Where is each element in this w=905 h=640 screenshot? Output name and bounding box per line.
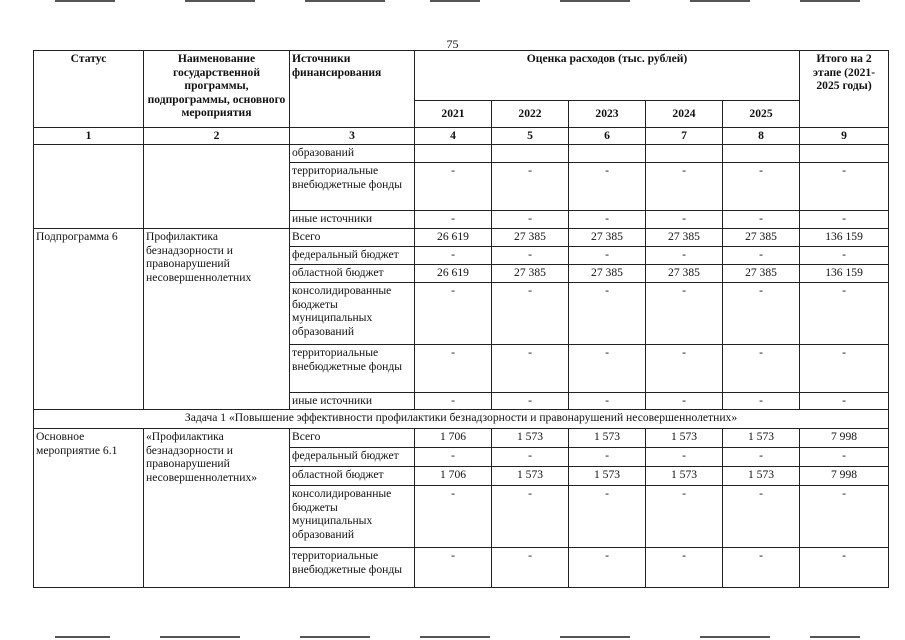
col-number: 2 — [144, 128, 290, 145]
row-funding-source: Всего — [290, 429, 415, 448]
row-year-value: - — [646, 283, 723, 345]
row-total-value — [800, 145, 889, 163]
row-year-value: - — [723, 345, 800, 393]
header-year: 2024 — [646, 101, 723, 128]
row-year-value: - — [723, 548, 800, 588]
row-year-value: 1 573 — [569, 429, 646, 448]
row-year-value: - — [415, 283, 492, 345]
row-year-value: - — [569, 283, 646, 345]
row-year-value: 1 573 — [569, 467, 646, 486]
row-funding-source: Всего — [290, 229, 415, 247]
row-year-value: 27 385 — [492, 229, 569, 247]
col-number: 6 — [569, 128, 646, 145]
row-year-value: 27 385 — [569, 265, 646, 283]
expenditure-table — [33, 50, 889, 588]
row-total-value: - — [800, 345, 889, 393]
row-year-value: 1 573 — [646, 467, 723, 486]
row-year-value: - — [415, 486, 492, 548]
row-funding-source: территориальные внебюджетные фонды — [290, 345, 415, 393]
row-year-value: - — [569, 448, 646, 467]
row-funding-source: иные источники — [290, 393, 415, 410]
table-row — [34, 429, 889, 448]
row-year-value: - — [723, 283, 800, 345]
row-year-value: - — [415, 548, 492, 588]
row-year-value: - — [492, 247, 569, 265]
row-total-value: 7 998 — [800, 467, 889, 486]
row-program-name — [144, 145, 290, 229]
row-year-value: - — [415, 393, 492, 410]
row-funding-source: консолидированные бюджеты муниципальных образований — [290, 486, 415, 548]
col-number: 4 — [415, 128, 492, 145]
row-year-value: - — [492, 283, 569, 345]
row-year-value: - — [646, 345, 723, 393]
task-row — [34, 410, 889, 429]
row-year-value: - — [723, 163, 800, 211]
row-year-value: - — [569, 163, 646, 211]
scan-bottom-edge — [0, 636, 905, 640]
row-year-value: - — [492, 211, 569, 229]
row-year-value — [723, 145, 800, 163]
row-total-value: 136 159 — [800, 265, 889, 283]
row-year-value: - — [569, 486, 646, 548]
row-year-value: - — [646, 211, 723, 229]
row-year-value: 1 573 — [723, 429, 800, 448]
row-program-name: «Профилактика безнадзорности и правонарушений несовершеннолетних» — [144, 429, 290, 588]
col-number: 5 — [492, 128, 569, 145]
header-estimate: Оценка расходов (тыс. рублей) — [415, 51, 800, 101]
header-year: 2023 — [569, 101, 646, 128]
row-year-value: - — [492, 486, 569, 548]
row-total-value: - — [800, 448, 889, 467]
row-year-value: - — [646, 247, 723, 265]
row-year-value — [569, 145, 646, 163]
col-number: 8 — [723, 128, 800, 145]
row-year-value: - — [646, 486, 723, 548]
row-year-value: - — [569, 247, 646, 265]
row-year-value — [646, 145, 723, 163]
row-year-value: 27 385 — [569, 229, 646, 247]
row-year-value: - — [569, 548, 646, 588]
scan-top-edge — [0, 0, 905, 4]
row-year-value — [492, 145, 569, 163]
row-funding-source: консолидированные бюджеты муниципальных образований — [290, 283, 415, 345]
row-year-value: - — [492, 448, 569, 467]
row-total-value: 136 159 — [800, 229, 889, 247]
row-total-value: - — [800, 393, 889, 410]
row-funding-source: образований — [290, 145, 415, 163]
row-program-name: Профилактика безнадзорности и правонарушений несовершеннолетних — [144, 229, 290, 410]
row-year-value: 26 619 — [415, 265, 492, 283]
row-year-value: - — [415, 163, 492, 211]
col-number: 7 — [646, 128, 723, 145]
row-year-value: 1 706 — [415, 429, 492, 448]
row-year-value: - — [492, 393, 569, 410]
row-funding-source: федеральный бюджет — [290, 448, 415, 467]
row-total-value: - — [800, 247, 889, 265]
col-number: 1 — [34, 128, 144, 145]
row-year-value: 1 573 — [492, 467, 569, 486]
row-funding-source: иные источники — [290, 211, 415, 229]
header-status: Статус — [34, 51, 144, 128]
row-year-value: - — [569, 393, 646, 410]
row-year-value: - — [646, 448, 723, 467]
header-name: Наименование государственной программы, подпрограммы, основного мероприятия — [144, 51, 290, 128]
row-year-value: - — [723, 247, 800, 265]
row-year-value: 27 385 — [646, 265, 723, 283]
row-total-value: - — [800, 163, 889, 211]
row-year-value: 1 573 — [646, 429, 723, 448]
row-total-value: - — [800, 486, 889, 548]
row-year-value: - — [646, 548, 723, 588]
row-year-value: - — [492, 163, 569, 211]
row-year-value: - — [415, 211, 492, 229]
table-row — [34, 145, 889, 163]
row-year-value: - — [415, 345, 492, 393]
page-number: 75 — [446, 37, 459, 51]
row-year-value: 27 385 — [723, 265, 800, 283]
col-number: 9 — [800, 128, 889, 145]
header-year: 2025 — [723, 101, 800, 128]
header-year: 2022 — [492, 101, 569, 128]
table-body — [34, 145, 889, 588]
row-year-value: - — [415, 247, 492, 265]
row-year-value: 1 573 — [492, 429, 569, 448]
row-year-value: - — [646, 163, 723, 211]
row-year-value: - — [492, 345, 569, 393]
row-year-value: 1 573 — [723, 467, 800, 486]
row-year-value: - — [646, 393, 723, 410]
row-year-value: - — [723, 448, 800, 467]
row-funding-source: областной бюджет — [290, 265, 415, 283]
row-year-value: 26 619 — [415, 229, 492, 247]
row-year-value: - — [569, 345, 646, 393]
header-year: 2021 — [415, 101, 492, 128]
row-total-value: 7 998 — [800, 429, 889, 448]
row-funding-source: областной бюджет — [290, 467, 415, 486]
row-total-value: - — [800, 283, 889, 345]
header-total: Итого на 2 этапе (2021-2025 годы) — [800, 51, 889, 128]
col-number: 3 — [290, 128, 415, 145]
task-title: Задача 1 «Повышение эффективности профилактики безнадзорности и правонарушений несовершеннолетних» — [34, 410, 889, 429]
row-year-value: - — [492, 548, 569, 588]
row-year-value: 27 385 — [646, 229, 723, 247]
header-source: Источники финансирования — [290, 51, 415, 128]
row-status — [34, 145, 144, 229]
row-year-value: 27 385 — [723, 229, 800, 247]
row-year-value: - — [723, 211, 800, 229]
row-total-value: - — [800, 211, 889, 229]
row-funding-source: федеральный бюджет — [290, 247, 415, 265]
row-funding-source: территориальные внебюджетные фонды — [290, 163, 415, 211]
row-year-value: - — [569, 211, 646, 229]
row-status: Подпрограмма 6 — [34, 229, 144, 410]
row-year-value: 27 385 — [492, 265, 569, 283]
row-year-value — [415, 145, 492, 163]
row-total-value: - — [800, 548, 889, 588]
row-year-value: 1 706 — [415, 467, 492, 486]
row-year-value: - — [723, 393, 800, 410]
table-row — [34, 229, 889, 247]
row-year-value: - — [415, 448, 492, 467]
row-year-value: - — [723, 486, 800, 548]
row-status: Основное мероприятие 6.1 — [34, 429, 144, 588]
row-funding-source: территориальные внебюджетные фонды — [290, 548, 415, 588]
